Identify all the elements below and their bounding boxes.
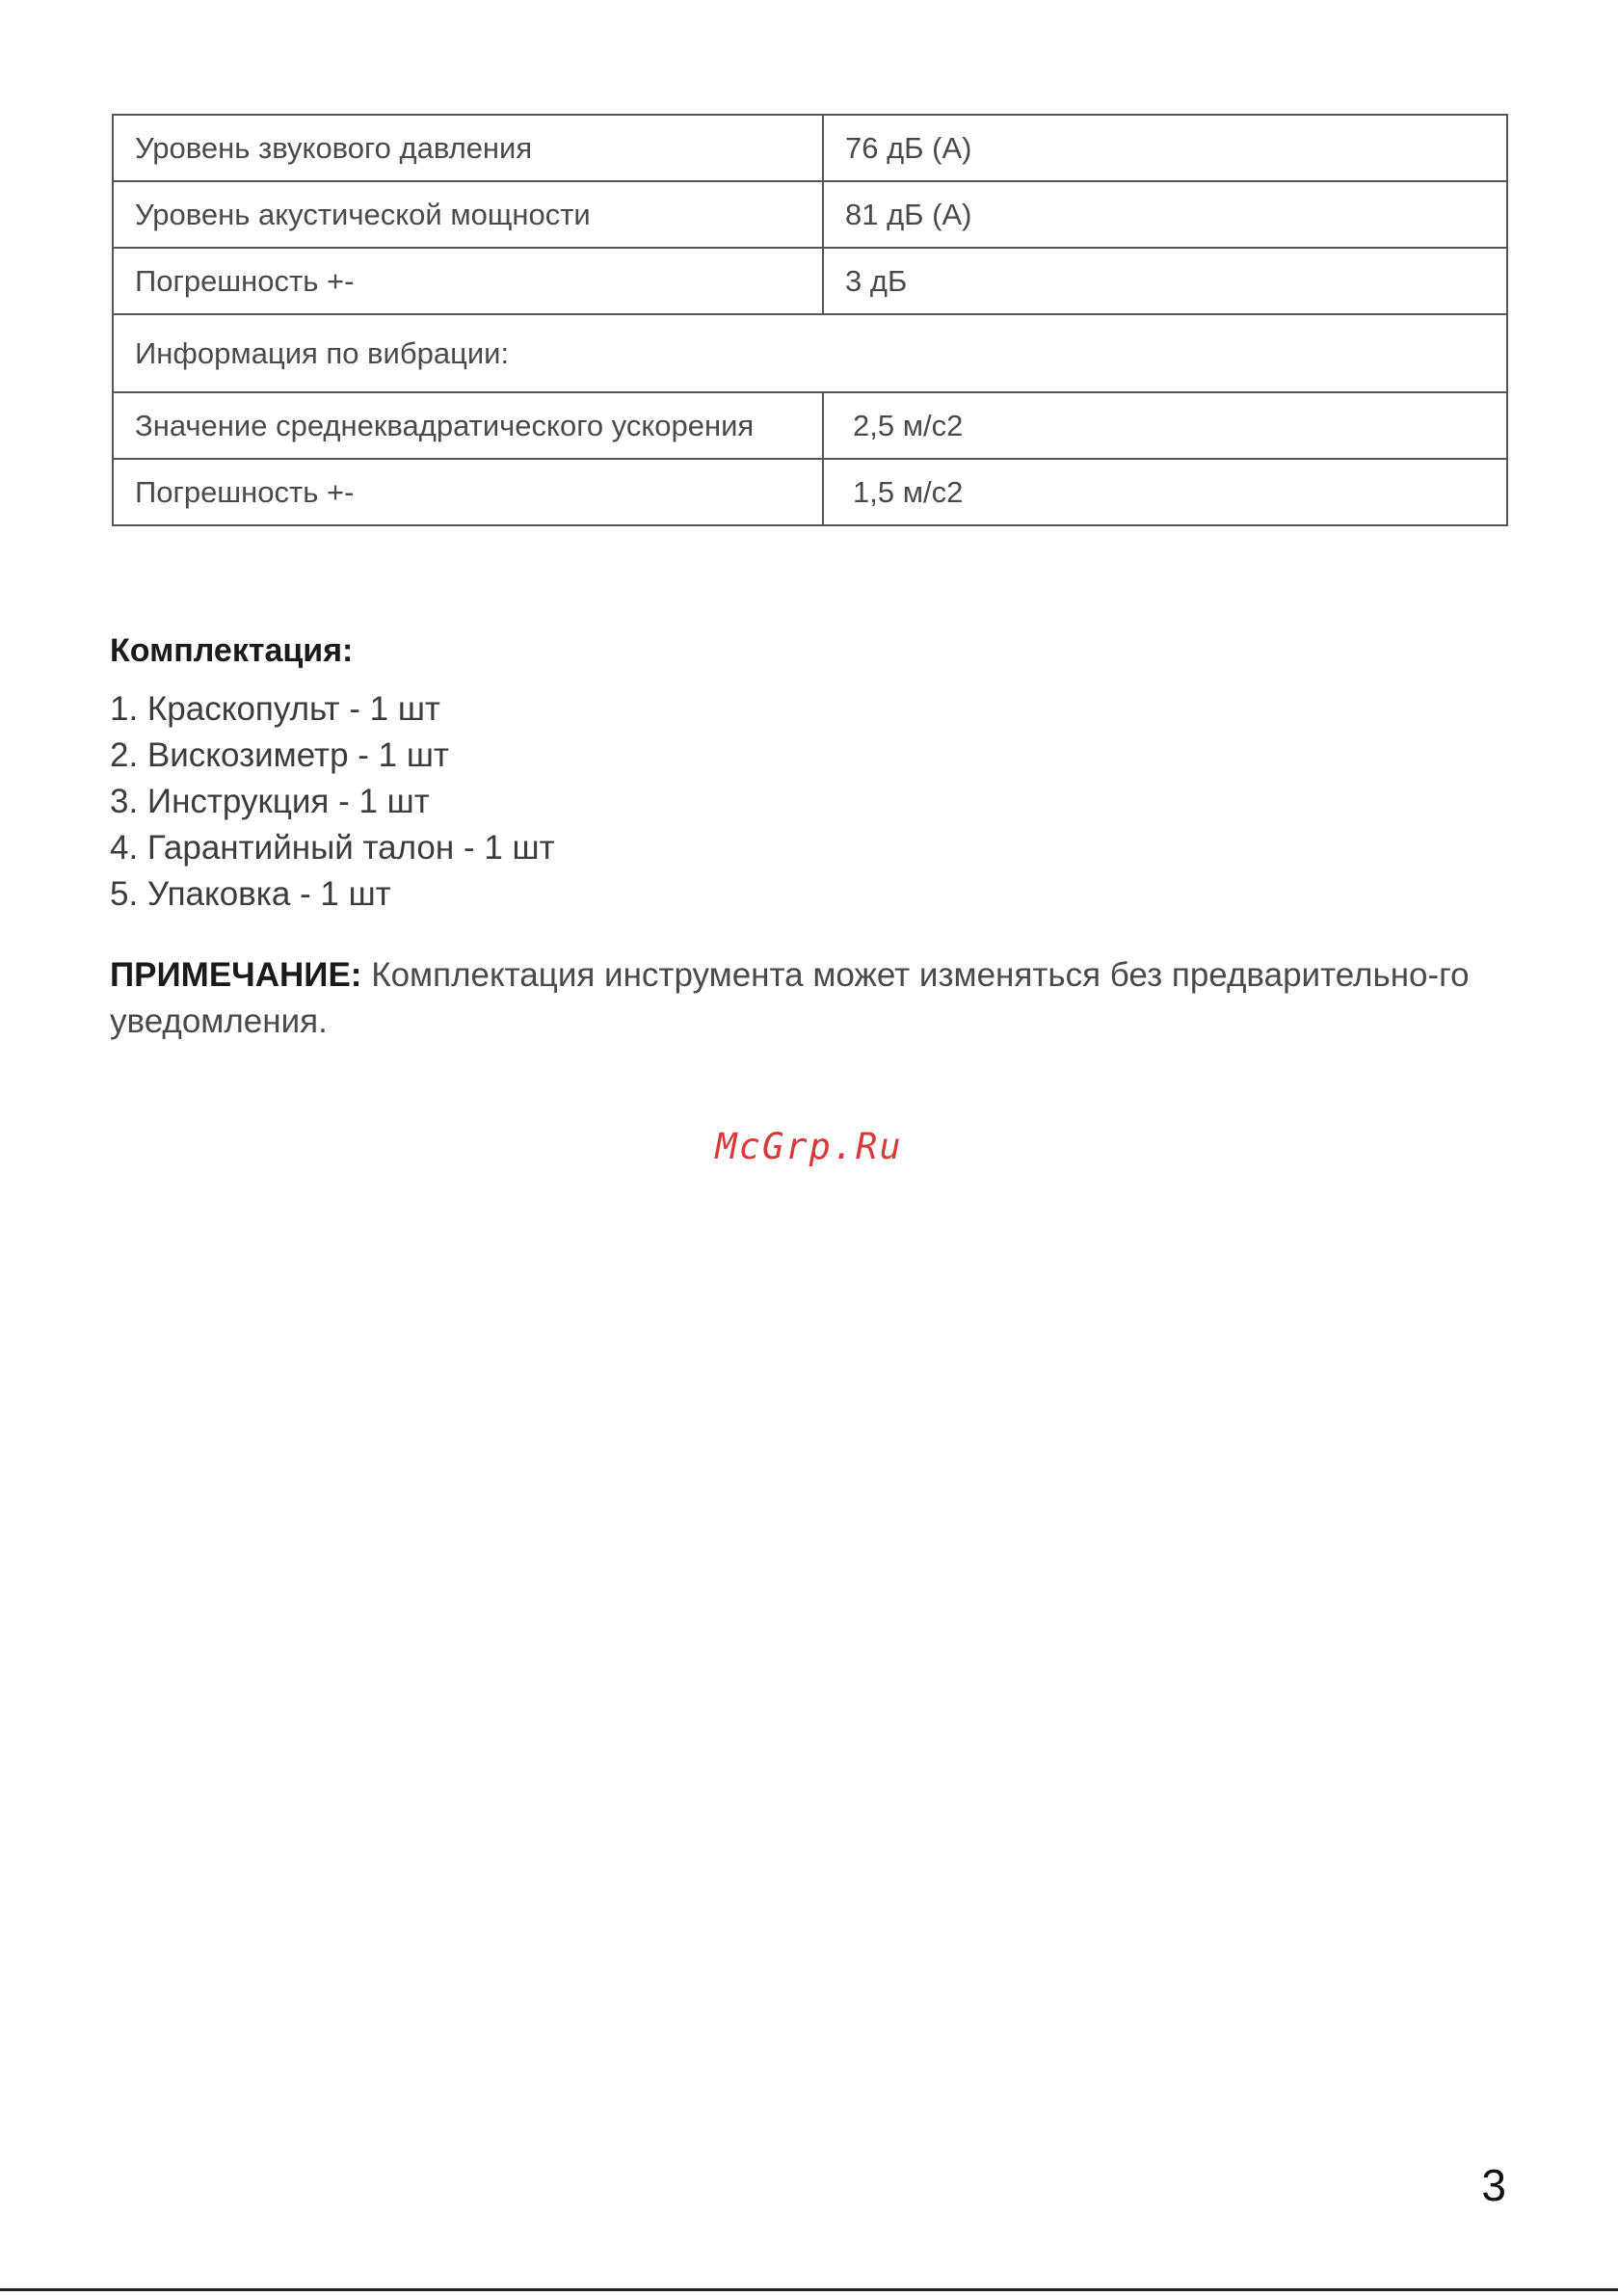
kit-heading: Комплектация: — [110, 632, 354, 669]
spec-label: Погрешность +- — [113, 248, 823, 314]
list-item: 3. Инструкция - 1 шт — [110, 783, 430, 820]
watermark: McGrp.Ru — [715, 1126, 903, 1167]
list-item: 2. Вискозиметр - 1 шт — [110, 736, 449, 774]
note-label: ПРИМЕЧАНИЕ: — [110, 956, 362, 994]
specifications-table — [112, 114, 1508, 526]
table-row — [113, 115, 1507, 181]
spec-label: Уровень акустической мощности — [113, 181, 823, 248]
page-number: 3 — [1481, 2160, 1506, 2210]
vibration-section-title: Информация по вибрации: — [113, 314, 1507, 392]
spec-value: 1,5 м/с2 — [823, 459, 1507, 525]
table-row — [113, 181, 1507, 248]
note-paragraph — [110, 952, 1517, 1045]
spec-label: Значение среднеквадратического ускорения — [113, 392, 823, 459]
spec-label: Погрешность +- — [113, 459, 823, 525]
spec-value: 2,5 м/с2 — [823, 392, 1507, 459]
table-row — [113, 248, 1507, 314]
list-item: 5. Упаковка - 1 шт — [110, 875, 391, 913]
spec-value: 3 дБ — [823, 248, 1507, 314]
list-item: 4. Гарантийный талон - 1 шт — [110, 829, 555, 867]
kit-list — [110, 686, 555, 918]
list-item: 1. Краскопульт - 1 шт — [110, 690, 440, 728]
table-section-row — [113, 314, 1507, 392]
bottom-divider — [0, 2288, 1618, 2291]
spec-value: 76 дБ (А) — [823, 115, 1507, 181]
note-text: Комплектация инструмента может изменяться без предварительно-го уведомления. — [110, 956, 1470, 1040]
spec-label: Уровень звукового давления — [113, 115, 823, 181]
table-row — [113, 392, 1507, 459]
table-row — [113, 459, 1507, 525]
spec-value: 81 дБ (А) — [823, 181, 1507, 248]
